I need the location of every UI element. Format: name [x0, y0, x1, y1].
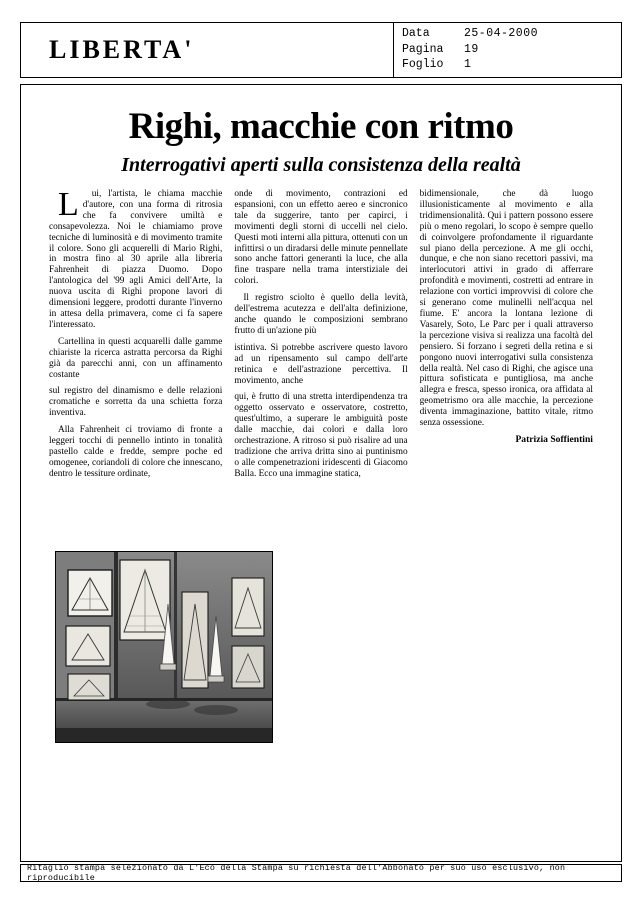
paragraph: qui, è frutto di una stretta interdipendenza tra oggetto osservato e osservatore, costretto, quest'ultimo, a superare le ambiguità poste dalle macchie, dai colori e dalla loro orchestrazione. A ritroso si può risalire ad una tradizione che arriva dritta sino ai puntinismo o alle compenetrazioni iridescenti di Giacomo Balla. Ecco una immagine statica, — [234, 392, 408, 479]
meta-label-pagina: Pagina — [402, 42, 444, 56]
paper-name: LIBERTA' — [49, 35, 195, 64]
paragraph: bidimensionale, che dà luogo illusionisticamente al movimento e alla tridimensionalità. Qui i pattern possono essere più o meno regolari, lo scopo è sempre quello di coinvolgere profondamente il riguardante sul piano della percezione. A me gli occhi, dunque, e che non siano recettori passivi, ma interlocutori attivi in grado di afferrare profondità e movimenti, costretti ad entrare in relazione con vortici improvvisi di colore che si generano come mulinelli nell'acqua nel fiume. E' ancora la lontana lezione di Vasarely, Soto, Le Parc per i quali attraverso la percezione visiva si realizza una facoltà del pensiero. Si forzano i segreti della retina e si pongono nuovi interrogativi sulla consistenza della realtà. Nel caso di Righi, che agisce una pittura sofisticata e puntigliosa, ma anche allegra e fresca, spesso ironica, ora affidata al geometrismo ora alle macchie, la percezione diventa immaginazione, battito vitale, ritmo senza ossessione. — [419, 189, 593, 429]
byline: Patrizia Soffientini — [515, 433, 593, 445]
meta-row-pagina — [402, 42, 615, 58]
article-column-2 — [234, 189, 407, 486]
paragraph: onde di movimento, contrazioni ed espansioni, con un effetto aereo e sincronico tale da suggerire, tanto per capirci, i movimenti degli storni di uccelli nel cielo. Questi moti interni alla pittura, ottenuti con un infittirsi o un diradarsi delle minute pennellate sono anche fattori generanti la luce, che alla fine traspare nella trama interstiziale dei colori. — [234, 189, 408, 287]
masthead-meta — [393, 23, 621, 77]
drop-cap: L — [58, 186, 79, 223]
paragraph: Cartellina in questi acquarelli dalle gamme chiariste la ricerca astratta percorsa da Righi già da parecchi anni, con un affinamento costante — [49, 336, 223, 380]
meta-value-foglio: 1 — [464, 58, 472, 71]
paragraph: Il registro sciolto è quello della levità, dell'estrema acutezza e dell'alta definizione, anche quando le composizioni sembrano frutto di un'azione più — [234, 293, 408, 336]
paragraph-text: ui, l'artista, le chiama macchie d'autore, con una forma di ritrosia che fa convivere umiltà e consapevolezza. Noi le chiamiamo prove tecniche di luminosità e di movimento tramite il colore. Sono gli acquerelli di Mario Righi, in mostra fino al 30 aprile alla libreria Fahrenheit di piazza Duomo. Dopo l'antologica del '99 agli Amici dell'Arte, la nuova uscita di Righi propone lavori di dimensioni leggere, prodotti durante l'inverno in attesa della primavera, come ci fa sapere l'interessato. — [49, 189, 223, 330]
meta-label-data: Data — [402, 27, 430, 40]
meta-row-data — [402, 26, 615, 42]
paragraph: Alla Fahrenheit ci troviamo di fronte a leggeri tocchi di pennello intinto in tonalità pastello calde e fredde, sempre poche ed omogenee, coriandoli di colore che innescano, dentro le tessiture ordinate, — [49, 425, 223, 479]
article-columns — [49, 186, 593, 486]
article-photo — [55, 551, 273, 743]
masthead-logo-area — [21, 23, 393, 77]
footer-note — [20, 864, 622, 882]
article-frame — [20, 84, 622, 862]
artwork-illustration — [56, 552, 272, 742]
meta-row-foglio — [402, 57, 615, 73]
article-column-3 — [420, 189, 593, 486]
meta-value-data: 25-04-2000 — [464, 27, 539, 40]
subheadline: Interrogativi aperti sulla consistenza della realtà — [121, 154, 521, 176]
meta-label-foglio: Foglio — [402, 58, 444, 71]
meta-value-pagina: 19 — [464, 42, 479, 56]
masthead — [20, 22, 622, 78]
paragraph: istintiva. Si potrebbe ascrivere questo lavoro ad un ripensamento sul campo dell'arte retinica e dell'astrazione percettiva. Il movimento, anche — [234, 342, 408, 386]
footer-note-text: Ritaglio stampa selezionato da L'Eco della Stampa su richiesta dell'Abbonato per suo uso esclusivo, non riproducibile — [27, 863, 566, 883]
paragraph: sul registro del dinamismo e delle relazioni cromatiche e sorretta da una schietta forza inventiva. — [49, 386, 223, 419]
article-column-1 — [49, 186, 223, 486]
headline: Righi, macchie con ritmo — [128, 106, 514, 147]
paragraph — [49, 186, 223, 331]
